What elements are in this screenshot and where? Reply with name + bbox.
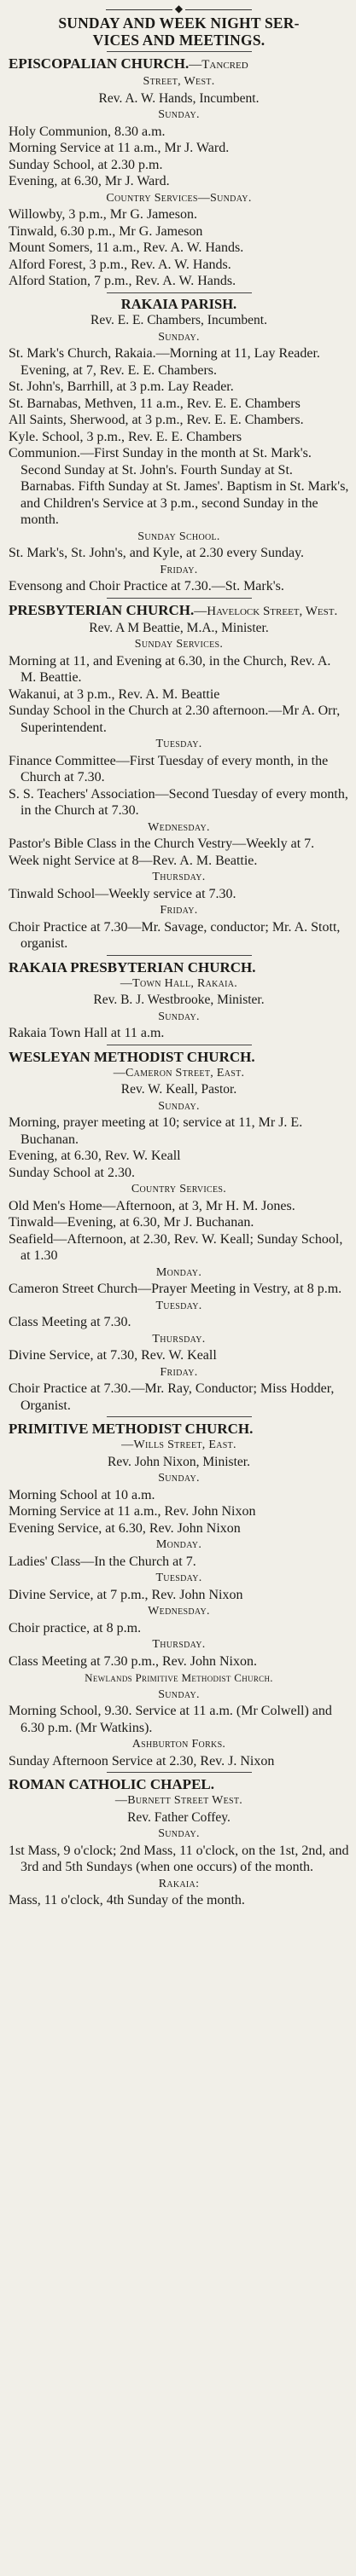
- rakaia-parish-section: [9, 296, 349, 595]
- service-item: S. S. Teachers' Association—Second Tuesday of every month, in the Church at 7.30.: [9, 786, 348, 818]
- church-street: —Tancred: [189, 58, 248, 72]
- service-item: Wakanui, at 3 p.m., Rev. A. M. Beattie: [9, 686, 220, 702]
- service-item: St. Mark's, St. John's, and Kyle, at 2.30 every Sunday.: [9, 546, 305, 560]
- service-item: Evening, at 6.30, Mr J. Ward.: [9, 174, 170, 188]
- service-item: Evening, at 6.30, Rev. W. Keall: [9, 1149, 181, 1163]
- day-label-sunday: Sunday.: [158, 1687, 200, 1701]
- service-item: Pastor's Bible Class in the Church Vestry—Weekly at 7.: [9, 836, 315, 851]
- page-title-line-1: SUNDAY AND WEEK NIGHT SER-: [58, 14, 300, 32]
- service-item: Sunday School, at 2.30 p.m.: [9, 157, 163, 172]
- newlands-label: Newlands Primitive Methodist Church.: [85, 1671, 273, 1684]
- forks-label: Ashburton Forks.: [131, 1738, 226, 1751]
- wesleyan-section: [9, 1049, 349, 1415]
- church-name: PRIMITIVE METHODIST CHURCH.: [9, 1421, 254, 1437]
- country-service-item: Tinwald, 6.30 p.m., Mr G. Jameson: [9, 223, 203, 239]
- service-item: Morning at 11, and Evening at 6.30, in the Church, Rev. A. M. Beattie.: [9, 653, 331, 685]
- service-item: Morning School, 9.30. Service at 11 a.m. (Mr Colwell) and 6.30 p.m. (Mr Watkins).: [9, 1704, 332, 1735]
- day-label-thursday: Thursday.: [152, 871, 206, 883]
- church-name: WESLEYAN METHODIST CHURCH.: [9, 1048, 255, 1065]
- day-label-sunday: Sunday Services.: [134, 638, 224, 651]
- service-item: Sunday School at 2.30.: [9, 1165, 135, 1180]
- service-item: Choir Practice at 7.30.—Mr. Ray, Conductor; Miss Hodder, Organist.: [9, 1381, 335, 1413]
- country-services-label: Country Services—Sunday.: [106, 191, 252, 205]
- rakaia-label: Rakaia:: [158, 1877, 200, 1890]
- divider: [107, 51, 252, 52]
- church-name: ROMAN CATHOLIC CHAPEL.: [9, 1776, 214, 1792]
- country-service-item: Alford Station, 7 p.m., Rev. A. W. Hands.: [9, 274, 236, 288]
- divider: [107, 598, 252, 599]
- country-service-item: Seafield—Afternoon, at 2.30, Rev. W. Keall; Sunday School, at 1.30: [9, 1231, 343, 1263]
- ornamental-rule: ◆: [9, 3, 349, 14]
- day-label-friday: Friday.: [160, 563, 198, 576]
- hall-line: —Town Hall, Rakaia.: [120, 976, 238, 990]
- service-item: Mass, 11 o'clock, 4th Sunday of the month.: [9, 1893, 245, 1907]
- minister: Rev. John Nixon, Minister.: [108, 1454, 250, 1469]
- day-label-monday: Monday.: [155, 1538, 202, 1551]
- day-label-wednesday: Wednesday.: [148, 820, 210, 834]
- service-item: Evening Service, at 6.30, Rev. John Nixon: [9, 1520, 241, 1536]
- pastor: Rev. W. Keall, Pastor.: [120, 1082, 237, 1097]
- service-item: Cameron Street Church—Prayer Meeting in Vestry, at 8 p.m.: [9, 1282, 342, 1296]
- day-label-sunday: Sunday.: [158, 108, 200, 121]
- day-label-friday: Friday.: [160, 1365, 198, 1379]
- day-label-tuesday: Tuesday.: [155, 1299, 202, 1312]
- service-item: Morning Service at 11 a.m., Rev. John Nixon: [9, 1504, 256, 1519]
- rakaia-presbyterian-section: [9, 959, 349, 1042]
- service-item: St. Barnabas, Methven, 11 a.m., Rev. E. E. Chambers: [9, 396, 301, 411]
- service-item: Tinwald School—Weekly service at 7.30.: [9, 886, 236, 901]
- day-label-sunday: Sunday.: [158, 1827, 200, 1840]
- page-title-line-2: VICES AND MEETINGS.: [92, 32, 266, 49]
- primitive-methodist-section: [9, 1421, 349, 1769]
- service-item: Choir practice, at 8 p.m.: [9, 1620, 142, 1635]
- country-service-item: Alford Forest, 3 p.m., Rev. A. W. Hands.: [9, 257, 231, 272]
- day-label-sunday: Sunday.: [158, 1010, 200, 1023]
- service-item: Divine Service, at 7.30, Rev. W. Keall: [9, 1348, 217, 1363]
- street-line: —Wills Street, East.: [121, 1439, 236, 1451]
- day-label-wednesday: Wednesday.: [148, 1605, 210, 1618]
- service-item: Week night Service at 8—Rev. A. M. Beattie.: [9, 853, 258, 868]
- service-item: St. John's, Barrhill, at 3 p.m. Lay Reader.: [9, 379, 234, 394]
- service-item: Evensong and Choir Practice at 7.30.—St. Mark's.: [9, 579, 284, 593]
- service-item: Kyle. School, 3 p.m., Rev. E. E. Chambers: [9, 429, 242, 444]
- day-label-monday: Monday.: [155, 1265, 202, 1279]
- day-label-sunday: Sunday.: [158, 1472, 200, 1485]
- service-item: Class Meeting at 7.30 p.m., Rev. John Nixon.: [9, 1653, 257, 1669]
- church-name: PRESBYTERIAN CHURCH.: [9, 601, 195, 618]
- service-item: Finance Committee—First Tuesday of every month, in the Church at 7.30.: [9, 753, 329, 784]
- presbyterian-section: [9, 602, 349, 952]
- episcopalian-section: [9, 55, 349, 290]
- minister: Rev. A M Beattie, M.A., Minister.: [89, 620, 269, 635]
- day-label-tuesday: Tuesday.: [155, 738, 202, 750]
- priest: Rev. Father Coffey.: [127, 1809, 231, 1825]
- country-service-item: Old Men's Home—Afternoon, at 3, Mr H. M. Jones.: [9, 1198, 295, 1213]
- section-heading: [9, 55, 349, 73]
- service-item: Sunday School in the Church at 2.30 afternoon.—Mr A. Orr, Superintendent.: [9, 703, 341, 735]
- service-item: Morning School at 10 a.m.: [9, 1487, 155, 1502]
- street-line: —Burnett Street West.: [114, 1794, 243, 1807]
- country-services-label: Country Services.: [131, 1183, 227, 1195]
- divider: [107, 955, 252, 956]
- church-name: RAKAIA PRESBYTERIAN CHURCH.: [9, 958, 256, 975]
- service-item: Divine Service, at 7 p.m., Rev. John Nixon: [9, 1587, 243, 1602]
- service-item: Holy Communion, 8.30 a.m.: [9, 124, 166, 139]
- country-service-item: Tinwald—Evening, at 6.30, Mr J. Buchanan.: [9, 1215, 254, 1230]
- church-street: —Havelock Street, West.: [194, 604, 338, 618]
- incumbent: Rev. E. E. Chambers, Incumbent.: [90, 313, 267, 327]
- street-line: —Cameron Street, East.: [113, 1066, 245, 1080]
- day-label-sunday: Sunday.: [158, 330, 200, 344]
- service-item: Ladies' Class—In the Church at 7.: [9, 1554, 196, 1569]
- service-item: Rakaia Town Hall at 11 a.m.: [9, 1026, 165, 1040]
- day-label-thursday: Thursday.: [152, 1332, 206, 1346]
- section-heading: [9, 602, 349, 620]
- service-item: Morning Service at 11 a.m., Mr J. Ward.: [9, 141, 230, 155]
- divider: [107, 1416, 252, 1417]
- service-item: Class Meeting at 7.30.: [9, 1315, 131, 1329]
- service-item: 1st Mass, 9 o'clock; 2nd Mass, 11 o'clock, on the 1st, 2nd, and 3rd and 5th Sundays (when one occurs) of the month.: [9, 1843, 349, 1874]
- country-service-item: Willowby, 3 p.m., Mr G. Jameson.: [9, 207, 197, 222]
- section-heading: RAKAIA PARISH.: [120, 295, 237, 312]
- day-label-tuesday: Tuesday.: [155, 1572, 202, 1584]
- service-item: Morning, prayer meeting at 10; service at 11, Mr J. E. Buchanan.: [9, 1115, 303, 1147]
- service-item: Sunday Afternoon Service at 2.30, Rev. J. Nixon: [9, 1753, 275, 1768]
- church-name: EPISCOPALIAN CHURCH.: [9, 55, 190, 72]
- day-label-friday: Friday.: [160, 904, 198, 917]
- service-item: All Saints, Sherwood, at 3 p.m., Rev. E. E. Chambers.: [9, 413, 304, 427]
- incumbent: Rev. A. W. Hands, Incumbent.: [98, 90, 260, 106]
- divider: [107, 1772, 252, 1773]
- minister: Rev. B. J. Westbrooke, Minister.: [93, 993, 265, 1007]
- divider: [107, 292, 252, 293]
- service-item: Choir Practice at 7.30—Mr. Savage, conductor; Mr. A. Stott, organist.: [9, 919, 341, 951]
- country-service-item: Mount Somers, 11 a.m., Rev. A. W. Hands.: [9, 240, 244, 255]
- roman-catholic-section: [9, 1776, 349, 1909]
- street-line: Street, West.: [143, 75, 215, 88]
- service-item: Communion.—First Sunday in the month at St. Mark's. Second Sunday at St. John's. Fourth Sunday at St. Barnabas. Fifth Sunday at St. James'. Baptism in St. Mark's, and Children's Service at 3 p.m., second Sunday in the month.: [9, 446, 349, 527]
- day-label-thursday: Thursday.: [152, 1638, 206, 1651]
- day-label-sunday: Sunday.: [158, 1099, 200, 1113]
- service-item: St. Mark's Church, Rakaia.—Morning at 11, Lay Reader. Evening, at 7, Rev. E. E. Chambers.: [9, 346, 320, 378]
- sunday-school-label: Sunday School.: [137, 530, 220, 543]
